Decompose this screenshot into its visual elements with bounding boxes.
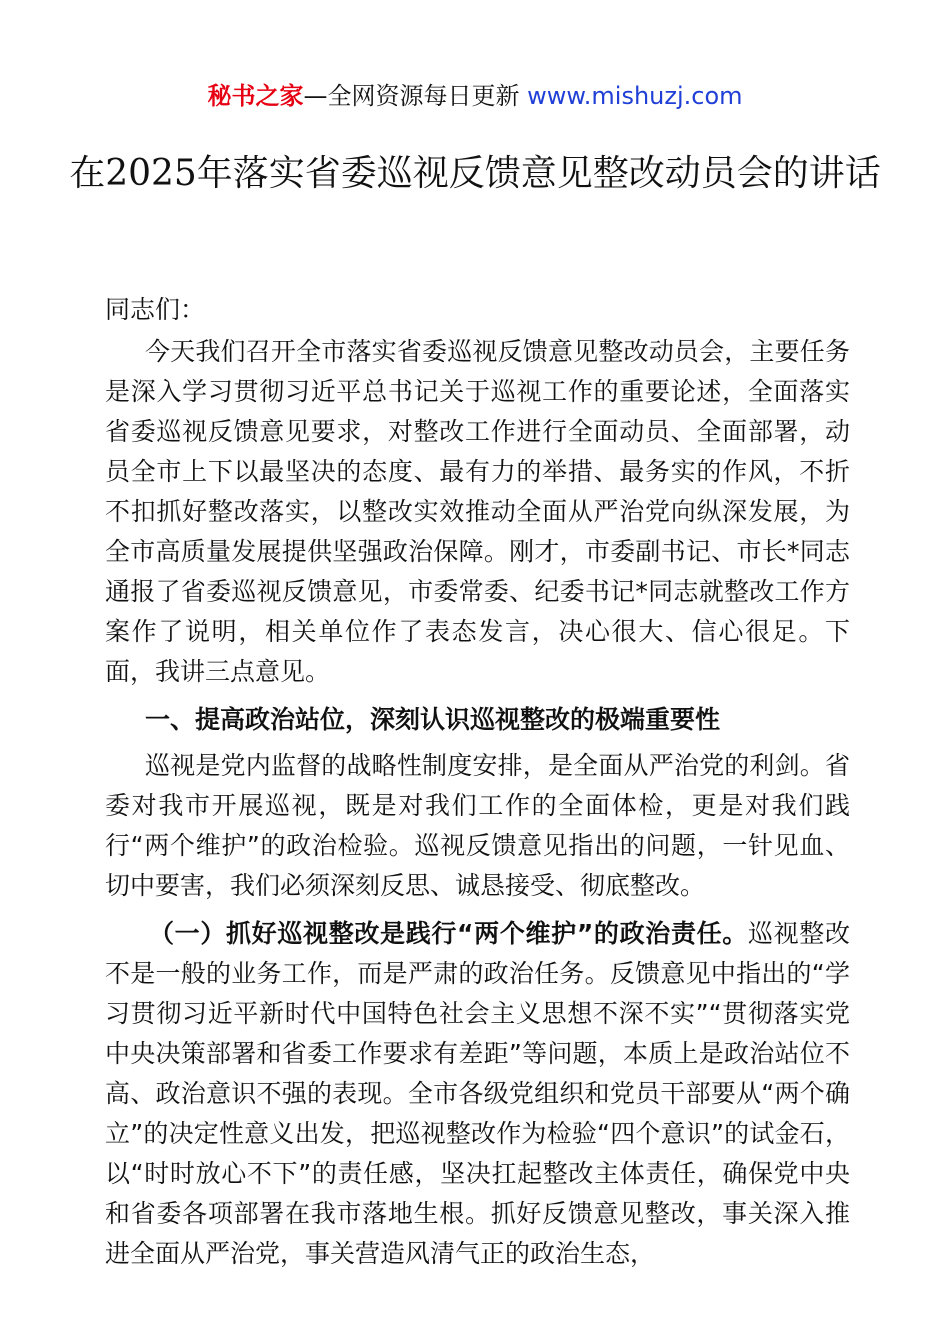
site-header (0, 80, 950, 112)
subsection-1-heading: （一）抓好巡视整改是践行“两个维护”的政治责任。 (149, 919, 748, 948)
site-brand: 秘书之家 (207, 82, 304, 110)
site-url-link[interactable]: www.mishuzj.com (527, 82, 743, 110)
section-1-heading: 一、提高政治站位，深刻认识巡视整改的极端重要性 (145, 705, 721, 734)
site-tagline: —全网资源每日更新 (303, 82, 520, 110)
salutation: 同志们： (105, 295, 206, 324)
intro-paragraph: 今天我们召开全市落实省委巡视反馈意见整改动员会，主要任务是深入学习贯彻习近平总书记关于巡视工作的重要论述，全面落实省委巡视反馈意见要求，对整改工作进行全面动员、全面部署，动员全市上下以最坚决的态度、最有力的举措、最务实的作风，不折不扣抓好整改落实，以整改实效推动全面从严治党向纵深发展，为全市高质量发展提供坚强政治保障。刚才，市委副书记、市长*同志通报了省委巡视反馈意见，市委常委、纪委书记*同志就整改工作方案作了说明，相关单位作了表态发言，决心很大、信心很足。下面，我讲三点意见。 (105, 337, 850, 686)
subsection-1-paragraph (105, 914, 850, 1274)
subsection-1-body: 巡视整改不是一般的业务工作，而是严肃的政治任务。反馈意见中指出的“学习贯彻习近平新时代中国特色社会主义思想不深不实”“贯彻落实党中央决策部署和省委工作要求有差距”等问题，本质上是政治站位不高、政治意识不强的表现。全市各级党组织和党员干部要从“两个确立”的决定性意义出发，把巡视整改作为检验“四个意识”的试金石，以“时时放心不下”的责任感，坚决扛起整改主体责任，确保党中央和省委各项部署在我市落地生根。抓好反馈意见整改，事关深入推进全面从严治党，事关营造风清气正的政治生态， (105, 919, 850, 1268)
section-1-paragraph: 巡视是党内监督的战略性制度安排，是全面从严治党的利剑。省委对我市开展巡视，既是对我们工作的全面体检，更是对我们践行“两个维护”的政治检验。巡视反馈意见指出的问题，一针见血、切中要害，我们必须深刻反思、诚恳接受、彻底整改。 (105, 751, 850, 900)
document-body (105, 290, 850, 1274)
document-title: 在2025年落实省委巡视反馈意见整改动员会的讲话 (69, 153, 881, 194)
